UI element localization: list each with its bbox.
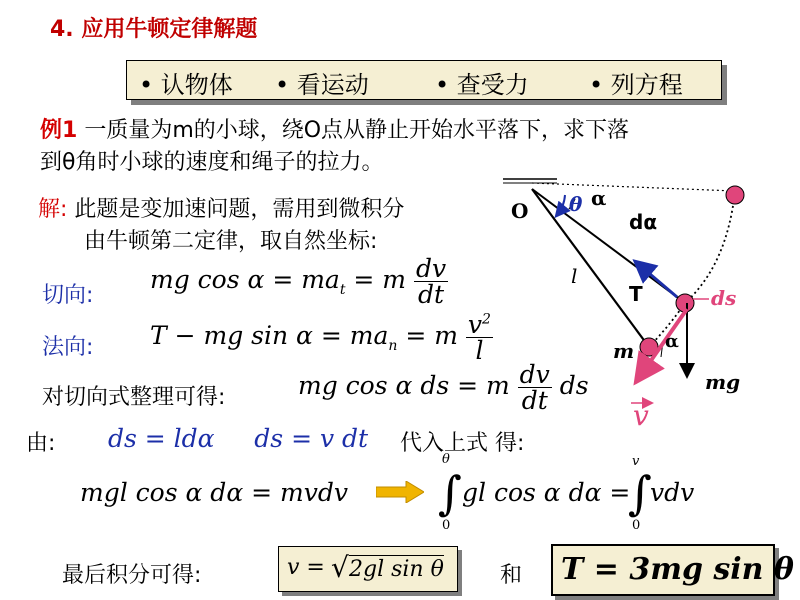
example-label: 例1 <box>40 118 78 143</box>
step-forces: • 查受力 <box>435 71 529 99</box>
solution-text-1: 此题是变加速问题，需用到微积分 <box>74 197 405 222</box>
arrow-icon <box>376 481 424 503</box>
equation-rearranged: mg cos α ds = m $\frac{dv}{dt}$ ds <box>298 360 589 415</box>
steps-box <box>126 60 722 100</box>
equation-tangential: mg $\cos \alpha = ma_t = m$ $\frac{dv}{dt}$ <box>150 254 447 309</box>
equation-differential: mgl cos α dα = mvdv <box>80 478 348 507</box>
example-text-2: 到θ角时小球的速度和绳子的拉力。 <box>40 150 384 175</box>
step-equations: • 列方程 <box>589 71 683 99</box>
solution-text-2: 由牛顿第二定律，取自然坐标: <box>84 229 378 254</box>
equation-relations: ds = ldα ds = v dt <box>108 424 369 453</box>
step-motion: • 看运动 <box>275 71 369 99</box>
tension-arrow <box>637 263 677 297</box>
tangential-label: 切向: <box>42 283 94 308</box>
solution-label: 解: <box>38 197 68 222</box>
label-theta: θ <box>569 192 583 216</box>
label-alpha-2: α <box>665 331 679 352</box>
label-O: O <box>511 199 529 223</box>
label-alpha: α <box>591 186 607 210</box>
label-l: l <box>571 264 578 288</box>
result-tension-box: T = 3mg sin θ <box>551 544 775 596</box>
normal-label: 法向: <box>42 335 94 360</box>
label-dalpha: dα <box>629 210 658 234</box>
label-mg: mg <box>705 370 741 394</box>
and-label: 和 <box>500 563 523 588</box>
label-ds: ds <box>711 286 737 310</box>
label-v: v <box>633 399 649 432</box>
final-label: 最后积分可得: <box>62 563 202 588</box>
example-line-1 <box>40 113 629 144</box>
substitute-label: 代入上式 <box>400 431 489 456</box>
get-label: 得: <box>495 431 525 456</box>
pendulum-diagram <box>495 175 785 450</box>
page-title: 4. 应用牛顿定律解题 <box>50 17 258 42</box>
example-text-1: 一质量为m的小球，绕O点从静止开始水平落下，求下落 <box>84 118 630 143</box>
from-label: 由: <box>26 431 56 456</box>
label-T: T <box>629 282 643 306</box>
label-m: m <box>613 339 635 363</box>
horizontal-reference <box>532 183 735 191</box>
result-velocity-box: v = √ 2gl sin θ <box>278 546 458 592</box>
equation-integral: θ ∫ 0 gl cos α dα = v ∫ 0 vdv <box>438 452 695 533</box>
ball-start <box>726 186 744 204</box>
step-identify: • 认物体 <box>139 71 233 99</box>
solution-line-1 <box>38 192 404 223</box>
rearrange-label: 对切向式整理可得: <box>42 385 226 410</box>
equation-normal: T − mg $\sin \alpha = ma_n = m$ $\frac{v^2}{l}$ <box>150 310 491 365</box>
